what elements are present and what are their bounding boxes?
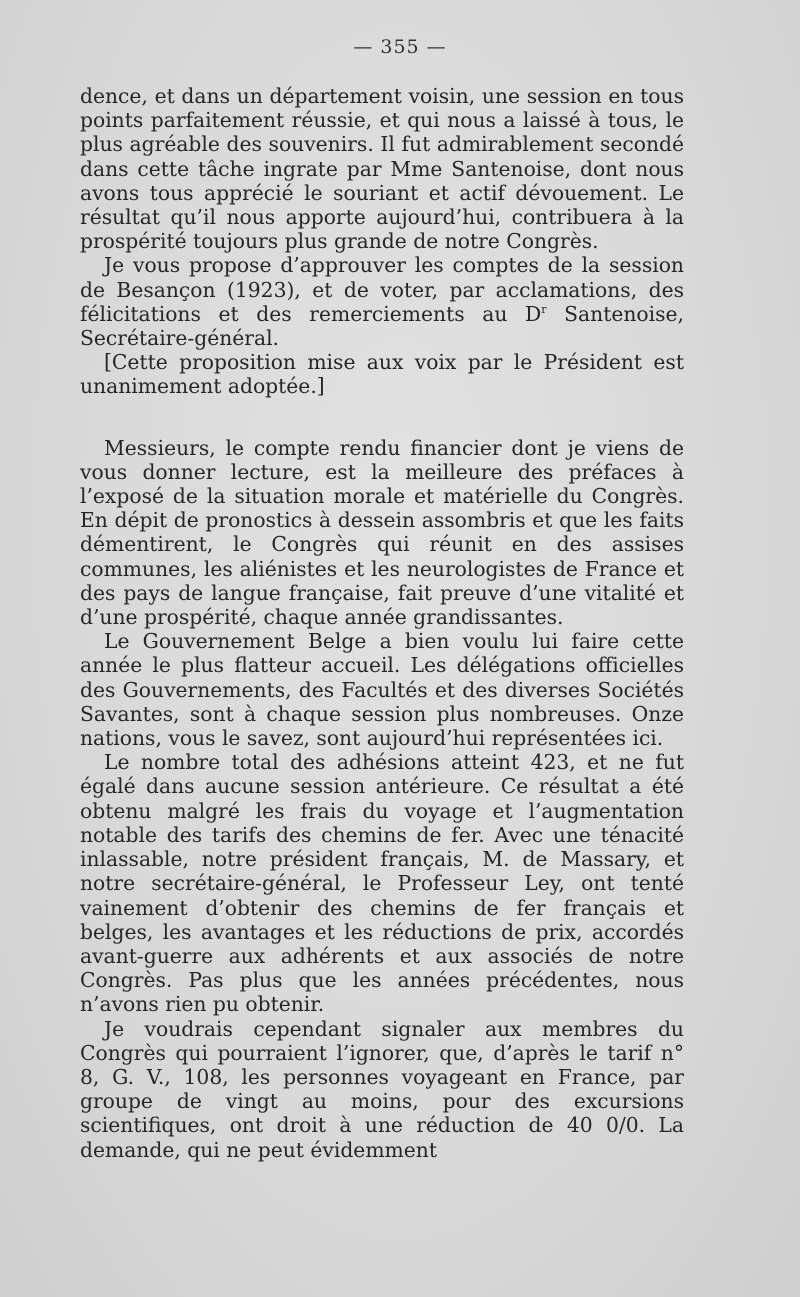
paragraph-railway-tariff: Je voudrais cependant signaler aux membres du Congrès qui pourraient l’ignorer, que, d’après le tarif n° 8, G. V., 108, les personnes voyageant en France, par groupe de vingt au moins, pour des excursions scientifiques, ont droit à une réduction de 40 0/0. La demande, qui ne peut évidemment (80, 1016, 684, 1162)
paragraph-vote-note: [Cette proposition mise aux voix par le Président est unanimement adoptée.] (80, 350, 684, 399)
paragraph-proposal (80, 253, 684, 350)
proposal-text: Je vous propose d’approuver les comptes de la session de Besançon (1923), et de voter, par acclamations, des félicitations et des remerciements au D (80, 253, 684, 326)
paragraph-membership: Le nombre total des adhésions atteint 423, et ne fut égalé dans aucune session antérieure. Ce résultat a été obtenu malgré les frais du voyage et l’augmentation notable des tarifs des chemins de fer. Avec une ténacité inlassable, notre président français, M. de Massary, et notre secrétaire-général, le Professeur Ley, ont tenté vainement d’obtenir des chemins de fer français et belges, les avantages et les réductions de prix, accordés avant-guerre aux adhérents et aux associés de notre Congrès. Pas plus que les années précédentes, nous n’avons rien pu obtenir. (80, 750, 684, 1017)
page-number: — 355 — (353, 36, 447, 58)
body-text (80, 84, 684, 1162)
paragraph-continuation: dence, et dans un département voisin, une session en tous points parfaitement réussie, et qui nous a laissé à tous, le plus agréable des souvenirs. Il fut admirablement secondé dans cette tâche ingrate par Mme Santenoise, dont nous avons tous apprécié le souriant et actif dévouement. Le résultat qu’il nous apporte aujourd’hui, contribuera à la prospérité toujours plus grande de notre Congrès. (80, 84, 684, 254)
proposal-text-end: Santenoise, Secrétaire-général. (80, 301, 684, 351)
paragraph-financial-report: Messieurs, le compte rendu financier dont je viens de vous donner lecture, est la meilleure des préfaces à l’exposé de la situation morale et matérielle du Congrès. En dépit de pronostics à dessein assombris et que les faits démentirent, le Congrès qui réunit en des assises communes, les aliénistes et les neurologistes de France et des pays de langue française, fait preuve d’une vitalité et d’une prospérité, chaque année grandissantes. (80, 435, 684, 630)
paragraph-government: Le Gouvernement Belge a bien voulu lui faire cette année le plus flatteur accueil. Les délégations officielles des Gouvernements, des Facultés et des diverses Sociétés Savantes, sont à chaque session plus nombreuses. Onze nations, vous le savez, sont aujourd’hui représentées ici. (80, 629, 684, 751)
doctor-superscript: r (541, 303, 547, 317)
